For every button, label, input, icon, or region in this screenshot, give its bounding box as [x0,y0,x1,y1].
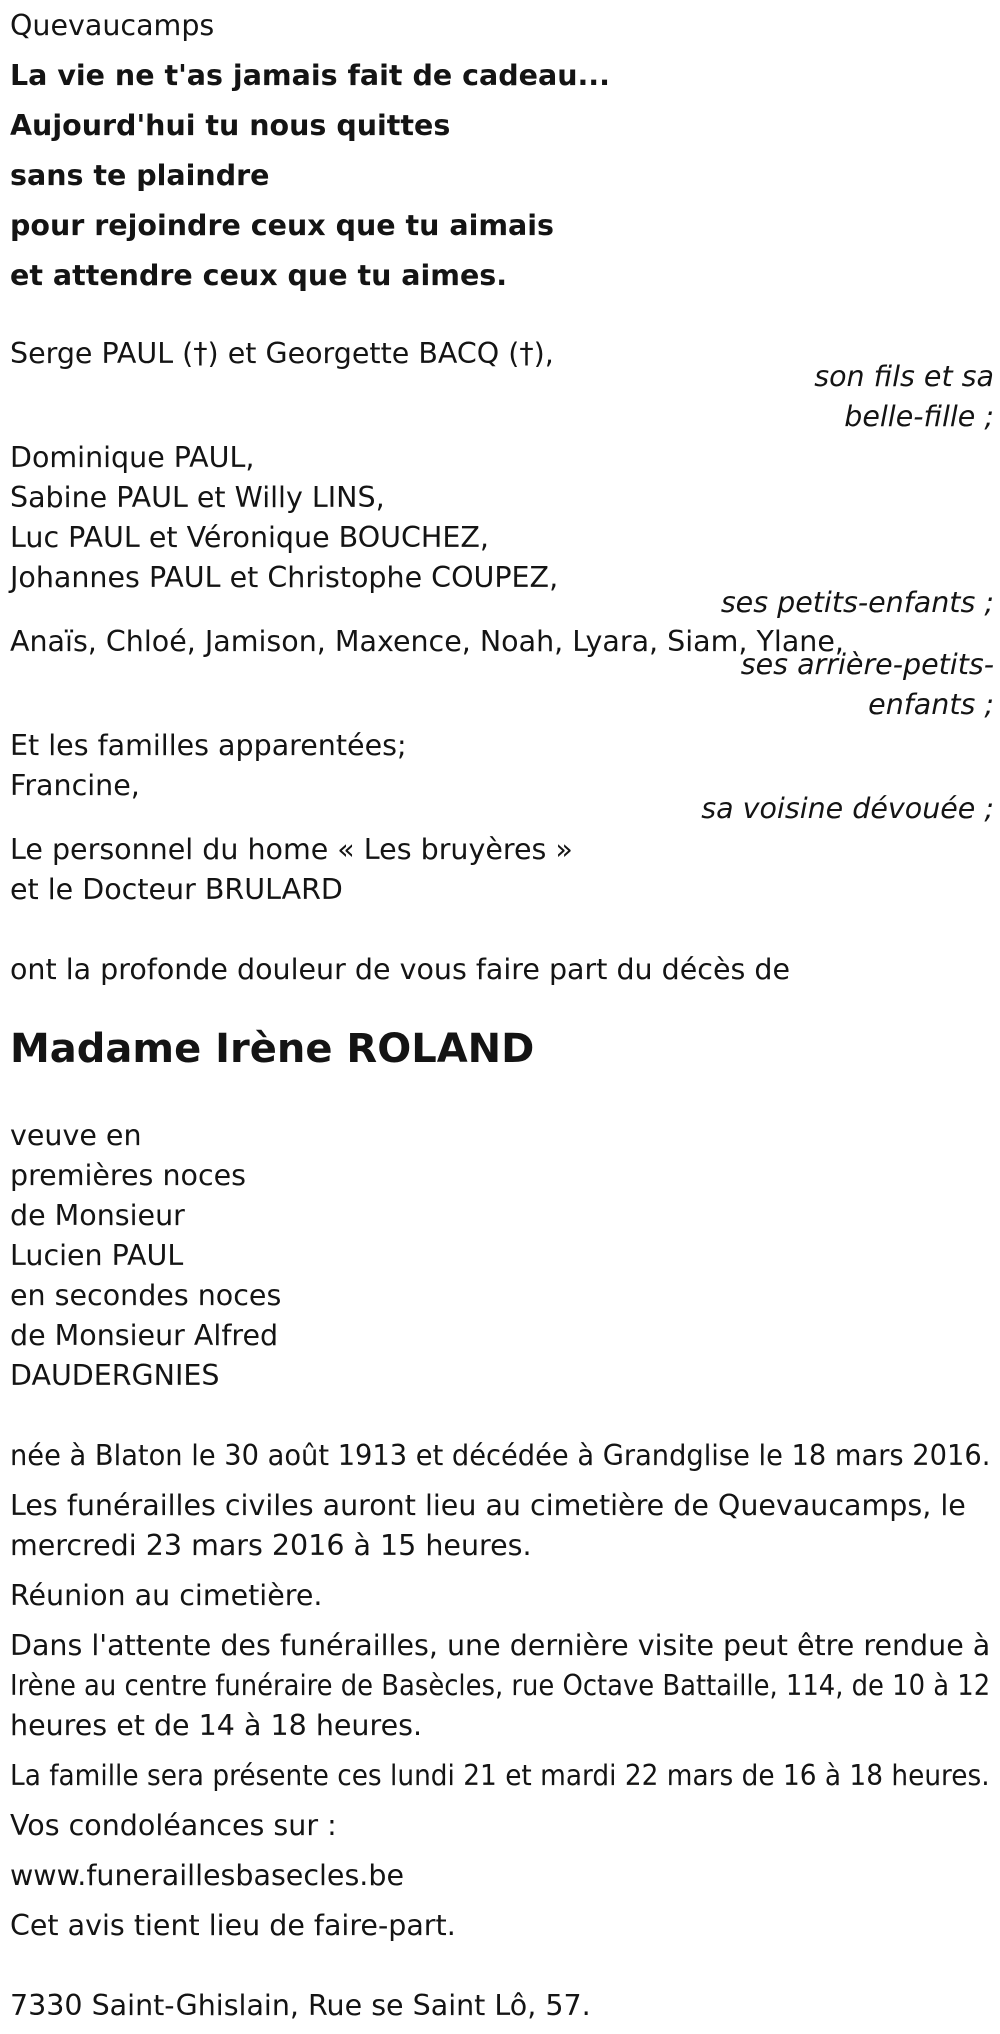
grandchild-line: Johannes PAUL et Christophe COUPEZ, [10,561,559,594]
deceased-detail: de Monsieur [10,1199,185,1232]
deceased-name: Madame Irène ROLAND [10,1026,535,1072]
presence-line: La famille sera présente ces lundi 21 et mardi 22 mars de 16 à 18 heures. [10,1759,990,1792]
deceased-detail: Lucien PAUL [10,1239,184,1272]
staff-line: Le personnel du home « Les bruyères » [10,833,573,866]
poem-line: pour rejoindre ceux que tu aimais [10,209,555,242]
deceased-detail: premières noces [10,1159,247,1192]
website-link[interactable]: www.funeraillesbasecles.be [10,1859,404,1892]
visit-line: Dans l'attente des funérailles, une dernière visite peut être rendue à [10,1629,991,1662]
son-relation: son fils et sa [814,360,994,393]
poem-line: Aujourd'hui tu nous quittes [10,109,451,142]
grandchild-line: Sabine PAUL et Willy LINS, [10,481,385,514]
son-relation: belle-fille ; [844,400,994,433]
birth-death-line: née à Blaton le 30 août 1913 et décédée à Grandglise le 18 mars 2016. [10,1439,991,1472]
visit-line: Irène au centre funéraire de Basècles, rue Octave Battaille, 114, de 10 à 12 [10,1669,991,1702]
deceased-detail: en secondes noces [10,1279,282,1312]
son-line: Serge PAUL (†) et Georgette BACQ (†), [10,337,554,370]
deceased-detail: veuve en [10,1119,142,1152]
grandchild-line: Luc PAUL et Véronique BOUCHEZ, [10,521,489,554]
meeting-line: Réunion au cimetière. [10,1579,323,1612]
condolences-line: Vos condoléances sur : [10,1809,337,1842]
address-line: 7330 Saint-Ghislain, Rue se Saint Lô, 57. [10,1989,591,2022]
funeral-line: mercredi 23 mars 2016 à 15 heures. [10,1529,532,1562]
grandchildren-relation: ses petits-enfants ; [720,586,994,619]
grandchild-line: Dominique PAUL, [10,441,255,474]
great-grandchildren-relation: ses arrière-petits- [740,648,994,681]
announcement: ont la profonde douleur de vous faire part du décès de [10,953,791,986]
poem-line: La vie ne t'as jamais fait de cadeau... [10,59,610,92]
town-name: Quevaucamps [10,9,215,42]
neighbor-relation: sa voisine dévouée ; [701,792,994,825]
notice-line: Cet avis tient lieu de faire-part. [10,1909,456,1942]
great-grandchildren-relation: enfants ; [868,688,994,721]
deceased-detail: de Monsieur Alfred [10,1319,279,1352]
funeral-line: Les funérailles civiles auront lieu au cimetière de Quevaucamps, le [10,1489,966,1522]
relatives-line: Et les familles apparentées; [10,729,407,762]
staff-line: et le Docteur BRULARD [10,873,343,906]
neighbor-line: Francine, [10,769,140,802]
great-grandchildren-line: Anaïs, Chloé, Jamison, Maxence, Noah, Lyara, Siam, Ylane, [10,625,844,658]
deceased-detail: DAUDERGNIES [10,1359,220,1392]
visit-line: heures et de 14 à 18 heures. [10,1709,423,1742]
poem-line: et attendre ceux que tu aimes. [10,259,508,292]
poem-line: sans te plaindre [10,159,270,192]
